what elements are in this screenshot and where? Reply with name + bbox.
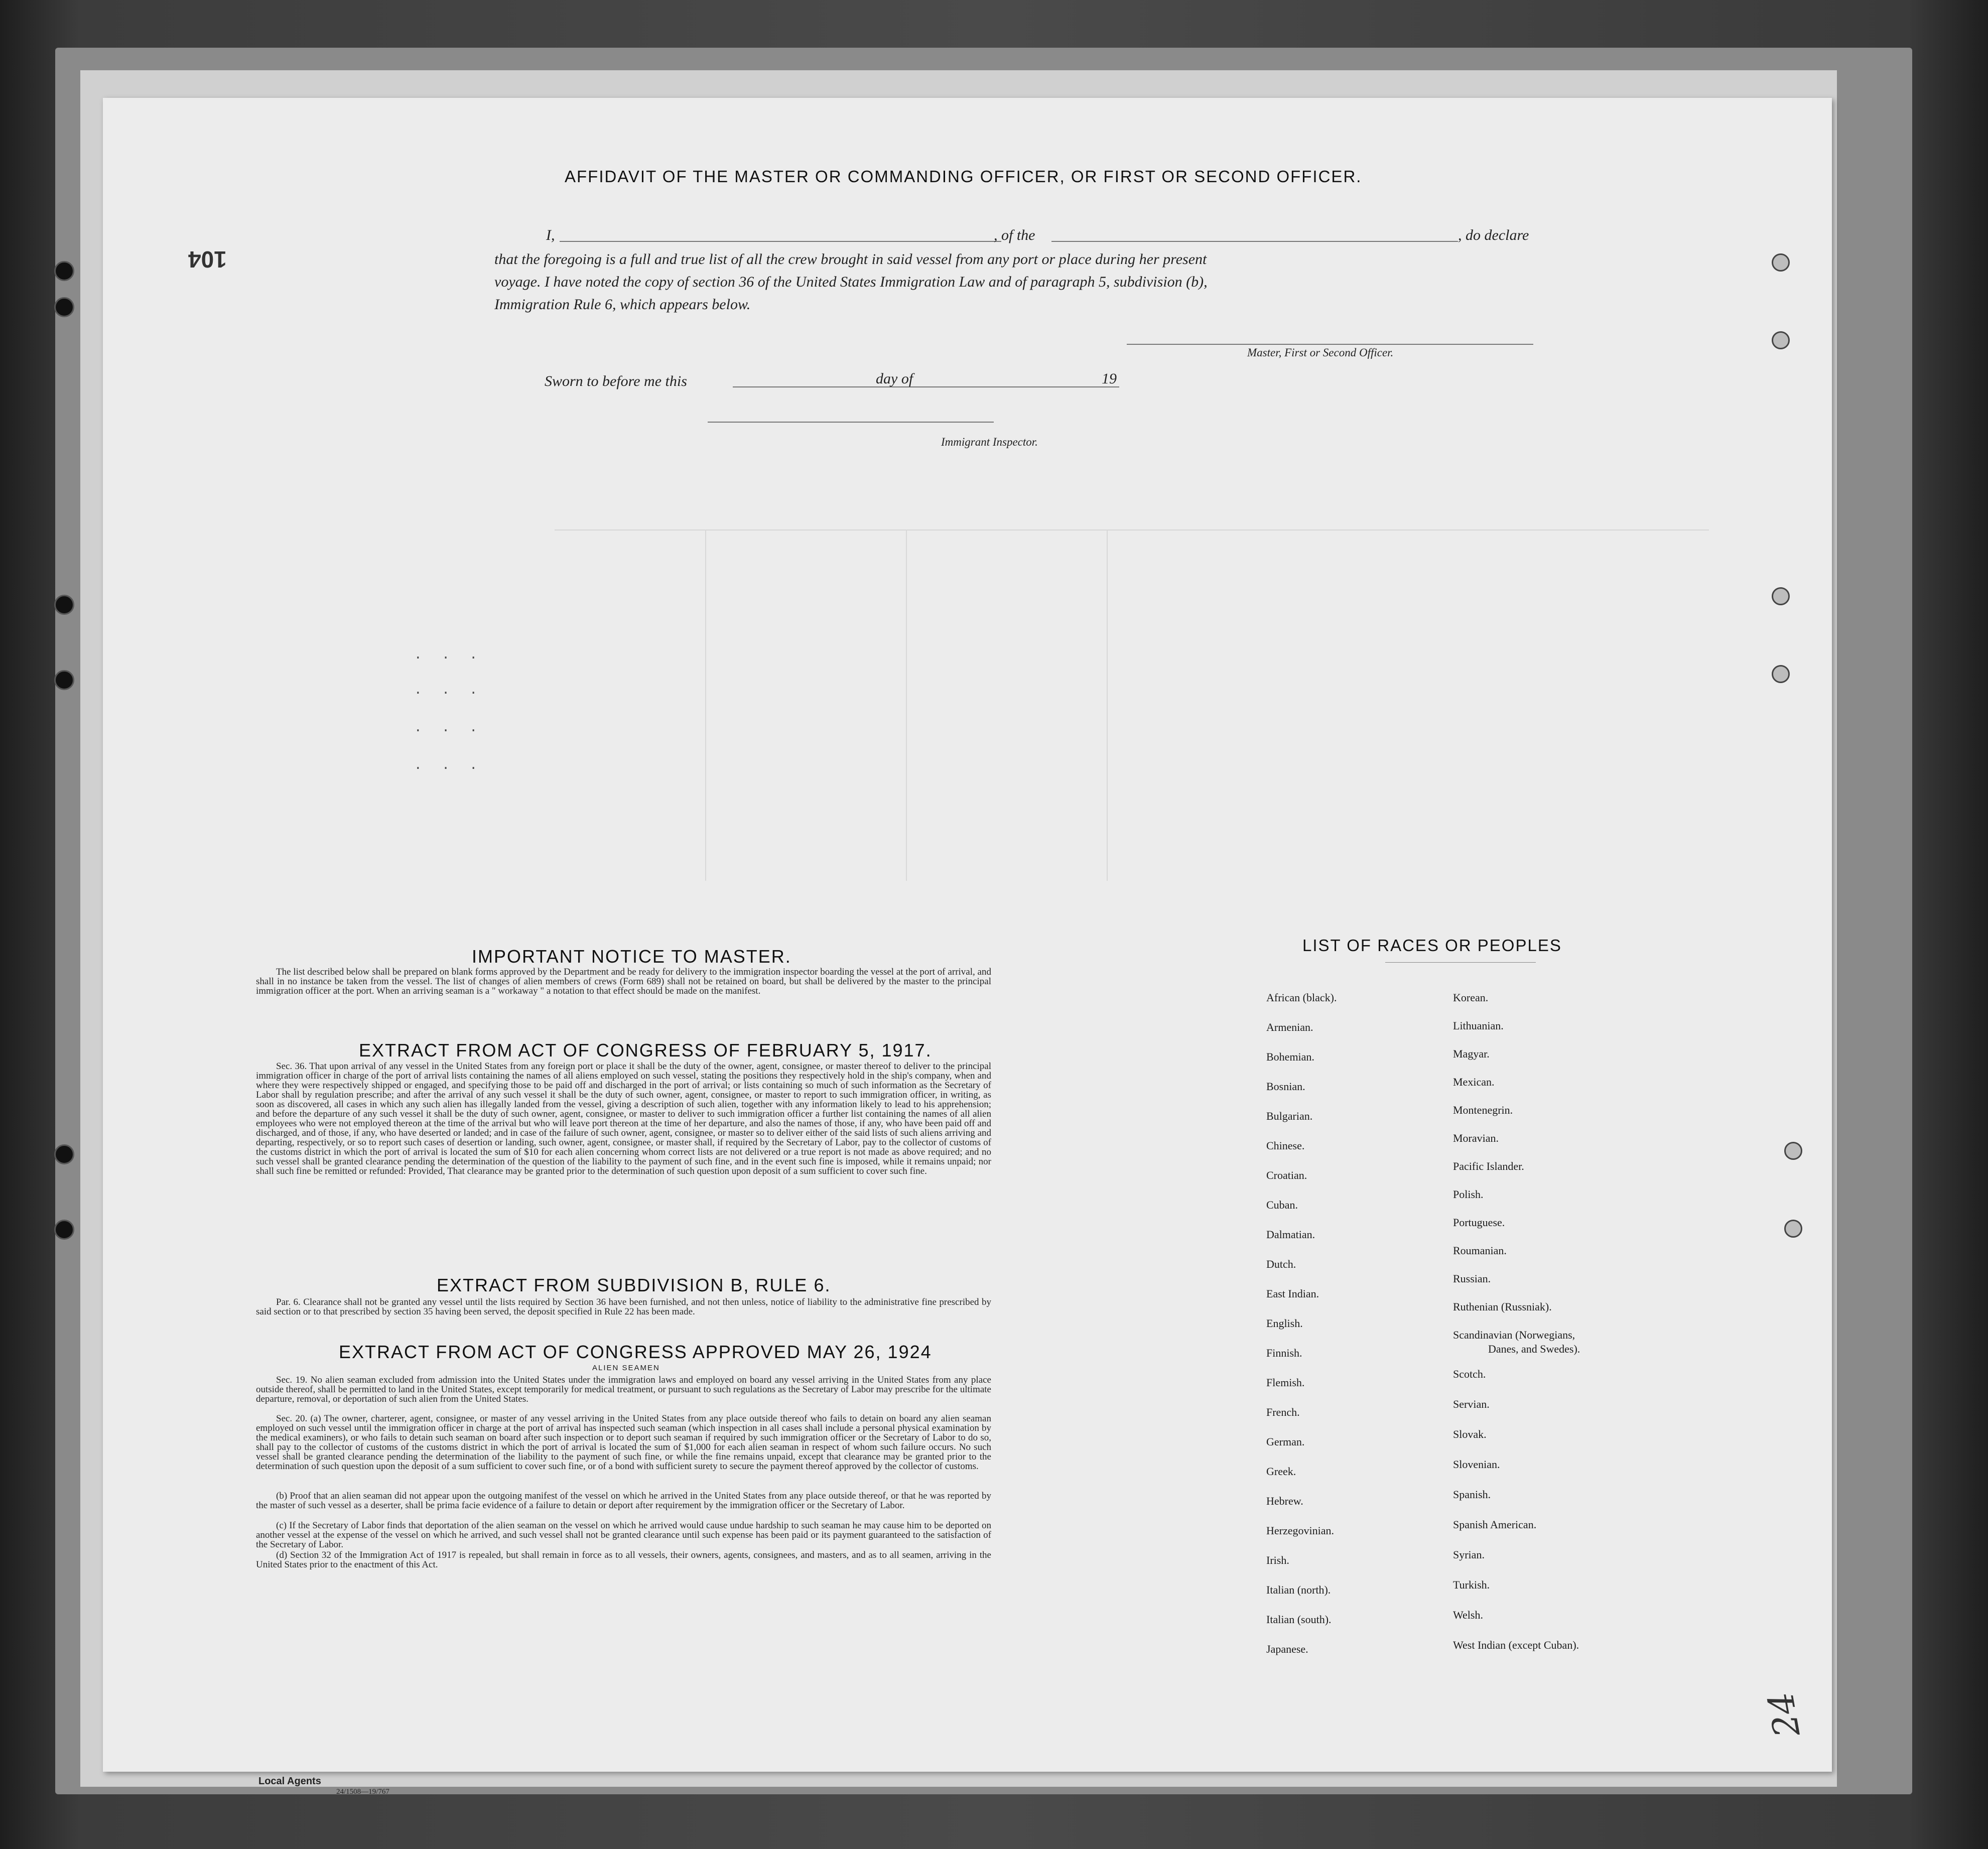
- affidavit-i: I,: [546, 227, 555, 243]
- race-item: German.: [1266, 1435, 1305, 1448]
- race-item: Welsh.: [1453, 1609, 1483, 1621]
- race-item: Servian.: [1453, 1398, 1490, 1410]
- race-item: Dalmatian.: [1266, 1228, 1315, 1241]
- race-item: Italian (north).: [1266, 1583, 1331, 1596]
- race-item: Polish.: [1453, 1188, 1484, 1201]
- races-title: LIST OF RACES OR PEOPLES: [1302, 936, 1562, 955]
- day-of-text: day of: [876, 370, 913, 387]
- race-item: Herzegovinian.: [1266, 1524, 1334, 1537]
- race-item: Turkish.: [1453, 1578, 1490, 1591]
- day-blank: [733, 386, 964, 387]
- race-item: Russian.: [1453, 1272, 1491, 1285]
- inspector-signature-line: [708, 422, 994, 423]
- footer-form-code: 24/1508—19/767: [336, 1788, 389, 1796]
- affidavit-title: AFFIDAVIT OF THE MASTER OR COMMANDING OFFICER, OR FIRST OR SECOND OFFICER.: [565, 167, 1362, 186]
- dot-marks: . . .: [414, 683, 484, 698]
- race-item: Italian (south).: [1266, 1613, 1332, 1626]
- race-item: Scotch.: [1453, 1368, 1486, 1380]
- handwritten-mark: 24: [1760, 1689, 1808, 1740]
- officer-signature-line: [1127, 344, 1533, 345]
- races-title-rule: [1385, 962, 1536, 963]
- race-item: Ruthenian (Russniak).: [1453, 1300, 1552, 1313]
- race-item: Flemish.: [1266, 1376, 1305, 1389]
- name-blank: [560, 241, 1001, 242]
- affidavit-line-3: voyage. I have noted the copy of section 36 of the United States Immigration Law and of paragraph 5, subdivision (b),: [494, 274, 1208, 290]
- extract-rule6-body: Par. 6. Clearance shall not be granted any vessel until the lists required by Section 36 have been furnished, and not then unless, notice of liability to the administrative fine prescribed by said section or to that prescribed by section 35 having been served, the deposit specified in Rule 22 has been made.: [256, 1297, 991, 1317]
- extract-1917-body: Sec. 36. That upon arrival of any vessel in the United States from any foreign port or place it shall be the duty of the owner, agent, consignee, or master thereof to deliver to the principal immigration officer in charge of the port of arrival lists containing the names of all aliens employed on such vessel, stating the positions they respectively hold in the ship's company, when and where they were respectively shipped or engaged, and specifying those to be paid off and discharged in the port of arrival; or lists containing so much of such information as the Secretary of Labor shall by regulation prescribe; and after the arrival of any such vessel it shall be the duty of such owner, agent, consignee, or master to report to such immigration officer, in writing, as soon as discovered, all cases in which any such alien has illegally landed from the vessel, giving a description of such alien, together with any information likely to lead to his apprehension; and before the departure of any such vessel it shall be the duty of such owner, agent, consignee, or master to deliver to such immigration officer a further list containing the names of all alien employees who were not employed thereon at the time of the arrival but who will leave port thereon at the time of her departure, and also the names of those, if any, who have been paid off and discharged, and of those, if any, who have deserted or landed; and in case of the failure of such owner, agent, consignee, or master so to deliver either of the said lists of such aliens arriving and departing, respectively, or so to report such cases of desertion or landing, such owner, agent, consignee, or master shall, if required by the Secretary of Labor, pay to the collector of customs of the customs district in which the port of arrival is located the sum of $10 for each alien concerning whom correct lists are not delivered or a true report is not made as above required; and no such vessel shall be granted clearance pending the determination of the question of the liability to the payment of such fine, and in the event such fine is imposed, while it remains unpaid; nor shall such fine be remitted or refunded: Provided, That clearance may be granted prior to the determination of such question upon deposit of a sum sufficient to cover such fine.: [256, 1061, 991, 1176]
- race-item-continued: Danes, and Swedes).: [1488, 1343, 1580, 1355]
- race-item: Greek.: [1266, 1465, 1296, 1478]
- race-item: Magyar.: [1453, 1047, 1490, 1060]
- race-item: Japanese.: [1266, 1643, 1308, 1655]
- race-item: Bohemian.: [1266, 1050, 1314, 1063]
- punch-hole: [54, 297, 74, 317]
- sworn-text: Sworn to before me this: [545, 373, 687, 389]
- race-item: Syrian.: [1453, 1548, 1485, 1561]
- affidavit-line-2: that the foregoing is a full and true list of all the crew brought in said vessel from any port or place during her present: [494, 251, 1207, 268]
- race-item: French.: [1266, 1406, 1300, 1418]
- race-item: East Indian.: [1266, 1287, 1319, 1300]
- race-item: Pacific Islander.: [1453, 1160, 1524, 1172]
- race-item: Slovenian.: [1453, 1458, 1500, 1471]
- extract-1924-sec19: Sec. 19. No alien seaman excluded from admission into the United States under the immigration laws and employed on board any vessel arriving in the United States from any place outside thereof, shall be permitted to land in the United States, except temporarily for medical treatment, or pursuant to such regulations as the Secretary of Labor may prescribe for the ultimate departure, removal, or deportation of such alien from the United States.: [256, 1375, 991, 1404]
- dot-marks: . . .: [414, 758, 484, 773]
- inspector-caption: Immigrant Inspector.: [941, 436, 1038, 448]
- bleed-through: [555, 429, 1759, 981]
- punch-hole: [54, 595, 74, 615]
- punch-hole: [1772, 331, 1790, 349]
- extract-1924-title: EXTRACT FROM ACT OF CONGRESS APPROVED MAY 26, 1924: [339, 1342, 932, 1362]
- punch-hole: [1772, 587, 1790, 605]
- race-item: Croatian.: [1266, 1169, 1307, 1181]
- vessel-blank: [1051, 241, 1458, 242]
- dot-marks: . . .: [414, 720, 484, 735]
- race-item: Dutch.: [1266, 1258, 1296, 1270]
- punch-hole: [54, 261, 74, 281]
- race-item: Chinese.: [1266, 1139, 1305, 1152]
- race-item: Armenian.: [1266, 1021, 1313, 1033]
- punch-hole: [1772, 253, 1790, 272]
- race-item: Slovak.: [1453, 1428, 1487, 1440]
- notice-body: The list described below shall be prepared on blank forms approved by the Department and be ready for delivery to the immigration inspector boarding the vessel at the port of arrival, and shall in no instance be taken from the vessel. The list of changes of alien members of crews (Form 689) shall not be retained on board, but shall be delivered by the master to the principal immigration officer at the port. When an arriving seaman is a " workaway " a notation to that effect should be made on the manifest.: [256, 967, 991, 996]
- extract-1924-sec20a: Sec. 20. (a) The owner, charterer, agent, consignee, or master of any vessel arriving in the United States from any place outside thereof who fails to detain on board any alien seaman employed on such vessel until the immigration officer in charge at the port of arrival has inspected such seaman (which inspection in all cases shall include a personal physical examination by the medical examiners), or who fails to detain such seaman on board after such inspection or to deport such seaman if required by such immigration officer or the Secretary of Labor to do so, shall pay to the collector of customs of the customs district in which the port of arrival is located the sum of $1,000 for each alien seaman in respect of whom such failure occurs. No such vessel shall be granted clearance pending the determination of the liability to the payment of such fine, or while the fine remains unpaid, except that clearance may be granted prior to the determination of such question upon the deposit of a sum sufficient to cover such fine, or of a bond with sufficient surety to secure the payment thereof approved by the collector of customs.: [256, 1413, 991, 1472]
- punch-hole: [54, 1144, 74, 1164]
- footer-agents: Local Agents: [258, 1776, 321, 1787]
- punch-hole: [54, 670, 74, 690]
- race-item: Hebrew.: [1266, 1495, 1303, 1507]
- race-item: African (black).: [1266, 991, 1337, 1004]
- extract-rule6-title: EXTRACT FROM SUBDIVISION B, RULE 6.: [437, 1275, 831, 1295]
- extract-1924-sec20c: (c) If the Secretary of Labor finds that deportation of the alien seaman on the vessel on which he arrived would cause undue hardship to such seaman he may cause him to be deported on another vessel at the expense of the vessel on which he arrived, and such vessel shall not be granted clearance until such expense has been paid or its payment guaranteed to the satisfaction of the Secretary of Labor.: [256, 1520, 991, 1550]
- race-item: Finnish.: [1266, 1347, 1302, 1359]
- punch-hole: [54, 1220, 74, 1240]
- affidavit-of-the: , of the: [994, 227, 1035, 243]
- punch-hole: [1784, 1142, 1802, 1160]
- race-item: English.: [1266, 1317, 1303, 1330]
- race-item: Lithuanian.: [1453, 1019, 1504, 1032]
- race-item: Spanish.: [1453, 1488, 1491, 1501]
- race-item: Irish.: [1266, 1554, 1289, 1566]
- race-item: Montenegrin.: [1453, 1104, 1513, 1116]
- notice-title: IMPORTANT NOTICE TO MASTER.: [472, 946, 791, 967]
- race-item: Portuguese.: [1453, 1216, 1505, 1229]
- extract-1924-sec20b: (b) Proof that an alien seaman did not appear upon the outgoing manifest of the vessel on which he arrived in the United States from any place outside thereof, or that he was reported by the master of such vessel as a deserter, shall be prima facie evidence of a failure to detain or deport after requirement by the immigration officer or the Secretary of Labor.: [256, 1491, 991, 1511]
- race-item: Moravian.: [1453, 1132, 1499, 1144]
- race-item: Scandinavian (Norwegians,: [1453, 1329, 1575, 1341]
- race-item: West Indian (except Cuban).: [1453, 1639, 1579, 1651]
- form-page: [103, 98, 1832, 1772]
- dot-marks: . . .: [414, 647, 484, 663]
- punch-hole: [1784, 1220, 1802, 1238]
- extract-1917-title: EXTRACT FROM ACT OF CONGRESS OF FEBRUARY 5, 1917.: [359, 1040, 932, 1061]
- race-item: Roumanian.: [1453, 1244, 1507, 1257]
- month-blank: [944, 386, 1119, 387]
- race-item: Korean.: [1453, 991, 1489, 1004]
- race-item: Bulgarian.: [1266, 1110, 1313, 1122]
- race-item: Cuban.: [1266, 1199, 1298, 1211]
- affidavit-declare: , do declare: [1458, 227, 1529, 243]
- extract-1924-subtitle: ALIEN SEAMEN: [592, 1364, 660, 1372]
- race-item: Bosnian.: [1266, 1080, 1305, 1093]
- affidavit-line-4: Immigration Rule 6, which appears below.: [494, 296, 751, 313]
- punch-hole: [1772, 665, 1790, 683]
- race-item: Spanish American.: [1453, 1518, 1537, 1531]
- margin-number: 104: [188, 246, 227, 273]
- officer-caption: Master, First or Second Officer.: [1247, 346, 1394, 359]
- race-item: Mexican.: [1453, 1076, 1495, 1088]
- year-prefix: 19: [1102, 370, 1117, 387]
- extract-1924-sec20d: (d) Section 32 of the Immigration Act of 1917 is repealed, but shall remain in force as to all vessels, their owners, agents, consignees, and masters, and as to all seamen, arriving in the United States prior to the enactment of this Act.: [256, 1550, 991, 1570]
